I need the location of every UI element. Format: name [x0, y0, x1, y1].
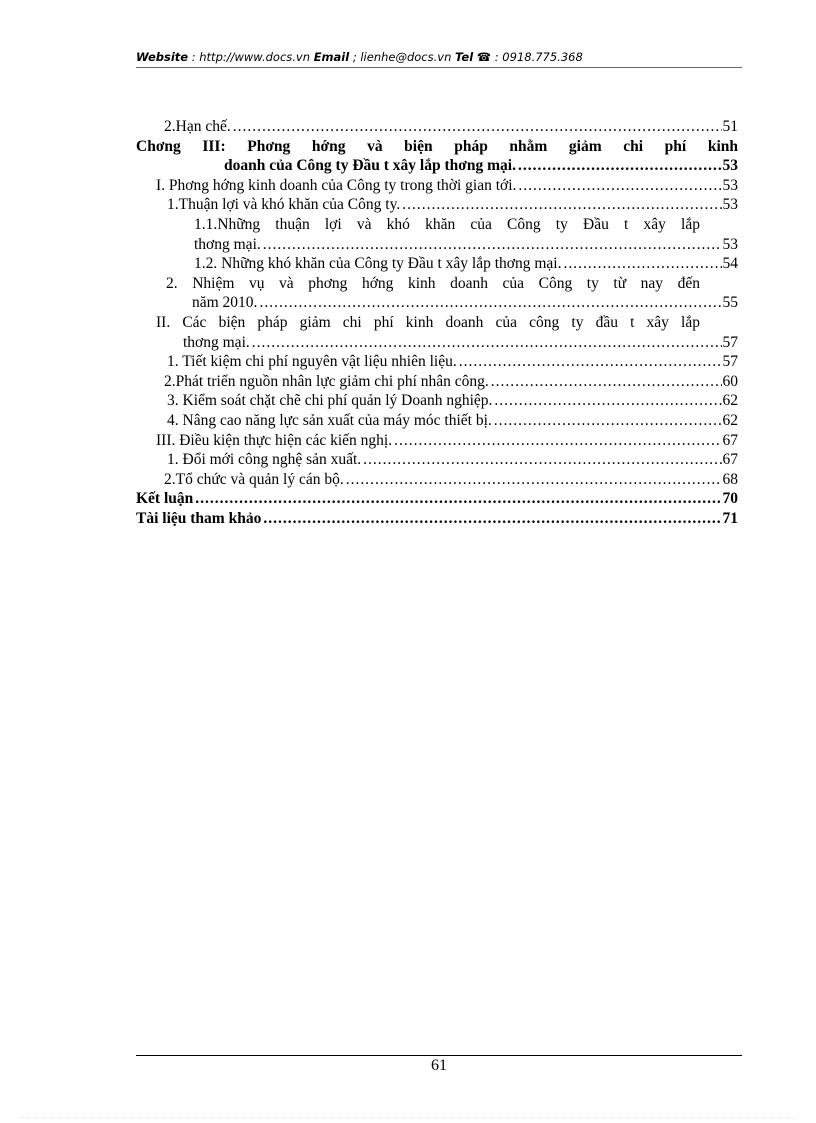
toc-entry-title: 1.Thuận lợi và khó khăn của Công ty. [167, 196, 401, 214]
table-of-contents [136, 117, 738, 528]
toc-entry-title: Tài liệu tham khảo [136, 509, 262, 527]
toc-entry-title: 1.1.Những thuận lợi và khó khăn của Công ty Đầu t xây lắp [194, 215, 700, 233]
toc-entry-title: 3. Kiểm soát chặt chẽ chi phí quản lý Doanh nghiệp. [167, 392, 493, 410]
toc-entry[interactable] [136, 215, 738, 254]
website-value[interactable]: : http://www.docs.vn [188, 50, 314, 64]
toc-entry[interactable] [136, 254, 738, 274]
toc-entry-title: 2.Phát triển nguồn nhân lực giảm chi phí nhân công. [164, 372, 489, 390]
toc-entry-page: 54 [722, 255, 738, 273]
tel-value: : 0918.775.368 [491, 50, 583, 64]
toc-entry-page: 53 [722, 196, 738, 214]
page-bottom-border [20, 1117, 796, 1118]
toc-entry-title: 2. Nhiệm vụ và phơng hớng kinh doanh của Công ty từ nay đến [166, 274, 700, 292]
toc-entry-page: 57 [722, 333, 738, 351]
toc-entry-title: 1. Đổi mới công nghệ sản xuất. [167, 451, 362, 469]
phone-icon: ☎ [476, 50, 492, 64]
toc-leader-dots [516, 176, 721, 196]
toc-entry-title: I. Phơng hớng kinh doanh của Công ty trong thời gian tới. [156, 176, 517, 194]
email-value[interactable]: ; lienhe@docs.vn [349, 50, 456, 64]
toc-entry-page: 55 [722, 294, 738, 312]
toc-entry[interactable] [136, 372, 738, 392]
toc-entry-page: 68 [722, 470, 738, 488]
page-number: 61 [431, 1057, 447, 1074]
toc-entry-conclusion[interactable] [136, 489, 738, 509]
toc-entry[interactable] [136, 411, 738, 431]
toc-entry-title: 1.2. Những khó khăn của Công ty Đầu t xây lắp thơng mại. [194, 255, 562, 273]
toc-entry-title: II. Các biện pháp giảm chi phí kinh doanh của công ty đầu t xây lắp [156, 313, 700, 331]
toc-entry-page: 60 [722, 372, 738, 390]
toc-entry[interactable] [136, 274, 738, 313]
toc-leader-dots [193, 489, 721, 509]
toc-leader-dots [457, 352, 722, 372]
toc-entry-title: 2.Hạn chế. [164, 118, 231, 135]
toc-entry-title: 4. Nâng cao năng lực sản xuất của máy móc thiết bị. [167, 411, 492, 429]
toc-leader-dots [561, 254, 721, 274]
toc-entry-title-cont: năm 2010. [192, 294, 258, 312]
toc-leader-dots [400, 195, 721, 215]
toc-entry-title: Chơng III: Phơng hớng và biện pháp nhằm giảm chi phí kinh [136, 137, 738, 155]
toc-entry-title: III. Điều kiện thực hiện các kiến nghị. [156, 431, 393, 449]
toc-leader-dots [392, 431, 721, 451]
toc-entry[interactable] [136, 450, 738, 470]
toc-entry[interactable] [136, 391, 738, 411]
toc-entry-title: 1. Tiết kiệm chi phí nguyên vật liệu nhiên liệu. [167, 353, 457, 371]
toc-leader-dots [344, 470, 722, 490]
toc-leader-dots [489, 372, 722, 392]
toc-leader-dots [492, 391, 721, 411]
toc-entry-page: 67 [722, 451, 738, 469]
toc-leader-dots [257, 293, 721, 313]
toc-entry-page: 70 [722, 490, 738, 508]
website-label: Website [136, 50, 189, 64]
toc-entry[interactable] [136, 470, 738, 490]
toc-entry[interactable] [136, 352, 738, 372]
toc-leader-dots [492, 411, 722, 431]
toc-entry-page: 71 [722, 509, 738, 527]
toc-entry-chapter[interactable] [136, 137, 738, 176]
toc-entry-page: 53 [722, 235, 738, 253]
toc-leader-dots [231, 117, 722, 137]
toc-entry-title: 2.Tổ chức và quản lý cán bộ. [164, 470, 344, 488]
toc-entry-title: Kết luận [136, 490, 194, 508]
footer-divider [136, 1055, 742, 1056]
toc-entry-title-cont: doanh của Công ty Đầu t xây lắp thơng mại. [224, 157, 516, 175]
email-label: Email [313, 50, 350, 64]
toc-entry-page: 51 [722, 118, 738, 135]
toc-entry-page: 53 [722, 176, 738, 194]
toc-leader-dots [261, 235, 722, 255]
toc-entry-page: 62 [722, 411, 738, 429]
toc-entry-title-cont: thơng mại. [194, 235, 261, 253]
toc-entry[interactable] [136, 431, 738, 451]
tel-label: Tel [455, 50, 474, 64]
toc-entry[interactable] [136, 195, 738, 215]
toc-leader-dots [261, 509, 721, 529]
toc-entry-page: 57 [722, 353, 738, 371]
toc-entry-title-cont: thơng mại. [183, 333, 250, 351]
toc-entry[interactable] [136, 117, 738, 137]
page-header [136, 50, 742, 68]
toc-entry-references[interactable] [136, 509, 738, 529]
toc-entry[interactable] [136, 313, 738, 352]
toc-entry-page: 67 [722, 431, 738, 449]
toc-entry-page: 62 [722, 392, 738, 410]
toc-leader-dots [250, 333, 722, 353]
toc-leader-dots [361, 450, 721, 470]
toc-leader-dots [516, 156, 722, 176]
toc-entry[interactable] [136, 176, 738, 196]
toc-entry-page: 53 [722, 157, 738, 175]
